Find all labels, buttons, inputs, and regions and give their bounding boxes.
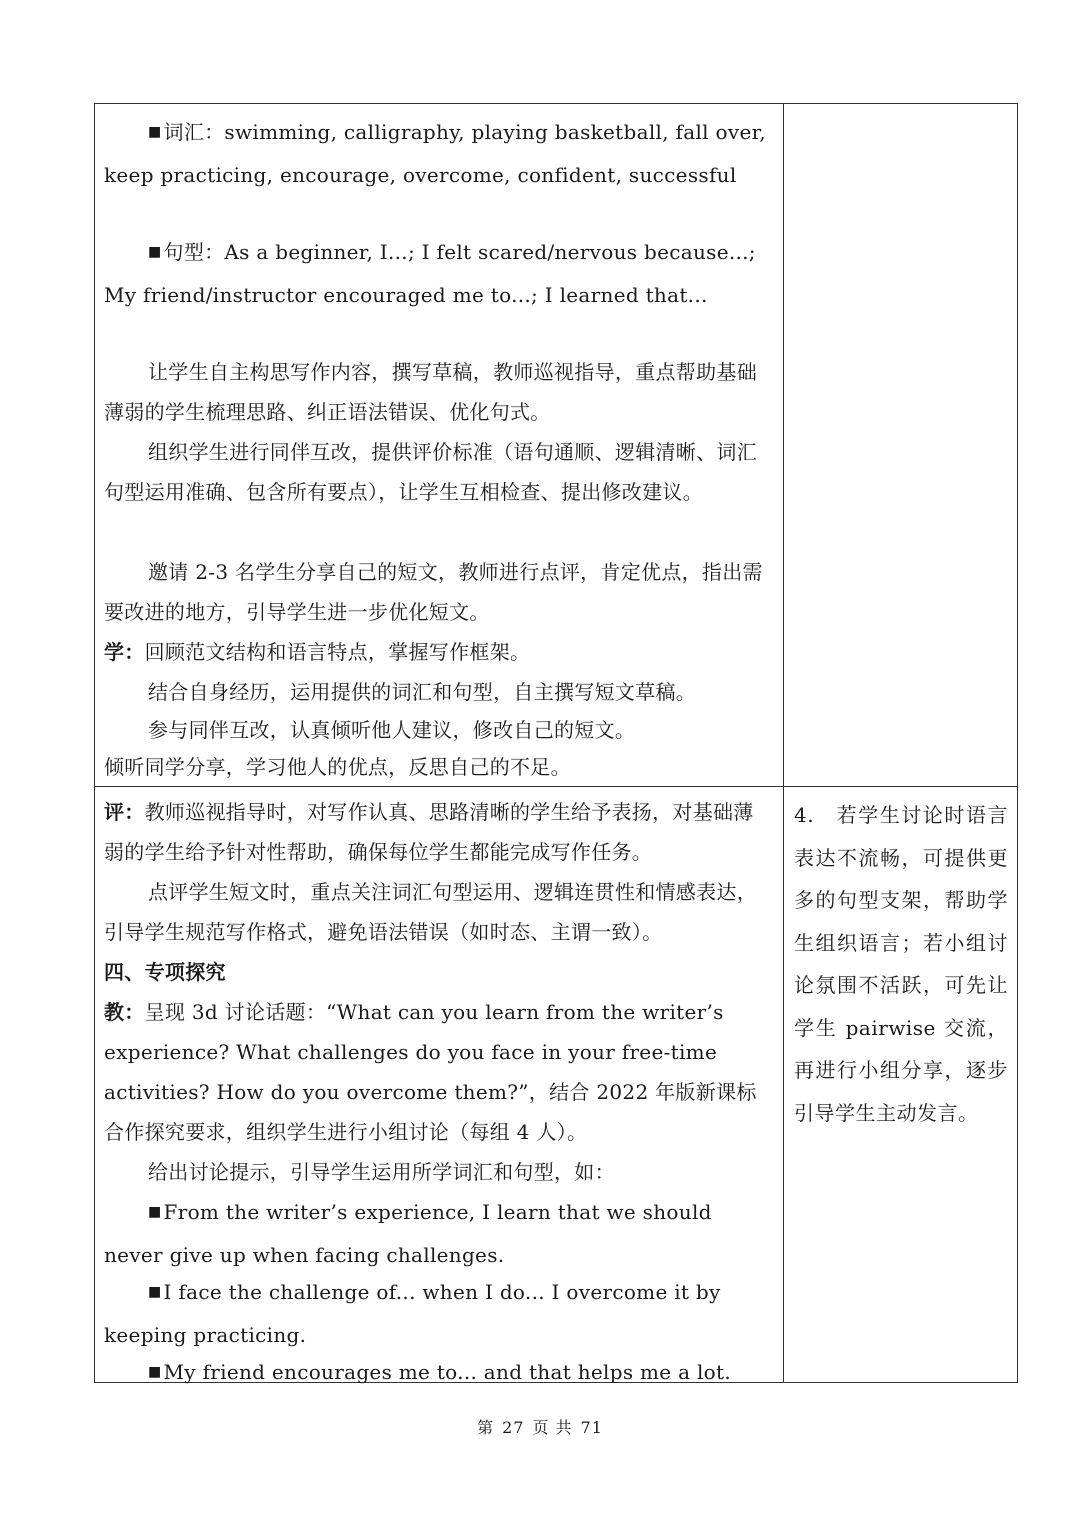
teacher-activity-text: 呈现 3d 讨论话题：“What can you learn from the writer’s experience? What challenges do you face in your free-time activities? How do you overcome them?”，结合 2022 年版新课标合作探究要求，组织学生进行小组讨论（每组 4 人）。 — [104, 1000, 757, 1144]
teacher-label: 教： — [104, 1000, 145, 1024]
student-activity-4: 倾听同学分享，学习他人的优点，反思自己的不足。 — [104, 755, 571, 779]
evaluation-label: 评： — [104, 800, 145, 824]
student-activity-text: 回顾范文结构和语言特点，掌握写作框架。 — [144, 640, 531, 664]
lesson-plan-table — [94, 103, 1018, 1383]
sentence-pattern-line: ■ 句型：As a beginner, I...; I felt scared/nervous because...; My friend/instructor encouraged me to...; I learned that... — [104, 232, 768, 315]
teaching-note: 4. 若学生讨论时语言表达不流畅，可提供更多的句型支架，帮助学生组织语言；若小组讨论氛围不活跃，可先让学生 pairwise 交流，再进行小组分享，逐步引导学生主动发言。 — [794, 803, 1008, 1125]
page-footer — [0, 1415, 1080, 1438]
evaluation-text: 教师巡视指导时，对写作认真、思路清晰的学生给予表扬，对基础薄弱的学生给予针对性帮助，确保每位学生都能完成写作任务。 — [104, 800, 754, 864]
paragraph-draft: 让学生自主构思写作内容，撰写草稿，教师巡视指导，重点帮助基础薄弱的学生梳理思路、纠正语法错误、优化句式。 — [104, 360, 757, 424]
footer-prefix: 第 — [477, 1418, 495, 1437]
footer-mid: 页 共 — [532, 1418, 573, 1437]
example-sentence-1: ■ From the writer’s experience, I learn that we should never give up when facing challenges. — [104, 1192, 768, 1275]
teacher-activity-line — [104, 992, 768, 1152]
example-sentence-3: ■ My friend encourages me to... and that helps me a lot. — [104, 1352, 768, 1395]
teaching-process-column — [95, 104, 784, 1382]
notes-column — [784, 104, 1017, 1382]
evaluation-line — [104, 792, 768, 872]
section-heading: 四、专项探究 — [104, 960, 226, 984]
vocab-line: ■ 词汇：swimming, calligraphy, playing basketball, fall over, keep practicing, encourage, overcome, confident, successful — [104, 112, 768, 195]
student-activity-2: 结合自身经历，运用提供的词汇和句型，自主撰写短文草稿。 — [148, 680, 697, 704]
evaluation-paragraph-2: 点评学生短文时，重点关注词汇句型运用、逻辑连贯性和情感表达，引导学生规范写作格式，避免语法错误（如时态、主谓一致）。 — [104, 880, 757, 944]
example-sentence-2: ■ I face the challenge of... when I do... I overcome it by keeping practicing. — [104, 1272, 768, 1355]
discussion-hint: 给出讨论提示，引导学生运用所学词汇和句型，如： — [148, 1160, 615, 1184]
current-page-number: 27 — [502, 1418, 525, 1437]
student-activity-line — [104, 632, 768, 672]
paragraph-peer-review: 组织学生进行同伴互改，提供评价标准（语句通顺、逻辑清晰、词汇句型运用准确、包含所有要点），让学生互相检查、提出修改建议。 — [104, 440, 757, 504]
student-activity-3: 参与同伴互改，认真倾听他人建议，修改自己的短文。 — [148, 718, 636, 742]
paragraph-share: 邀请 2-3 名学生分享自己的短文，教师进行点评，肯定优点，指出需要改进的地方，引导学生进一步优化短文。 — [104, 560, 763, 624]
total-page-number: 71 — [580, 1418, 603, 1437]
row-divider-left — [95, 786, 784, 787]
student-label: 学： — [104, 640, 145, 664]
row-divider-right — [784, 786, 1017, 787]
